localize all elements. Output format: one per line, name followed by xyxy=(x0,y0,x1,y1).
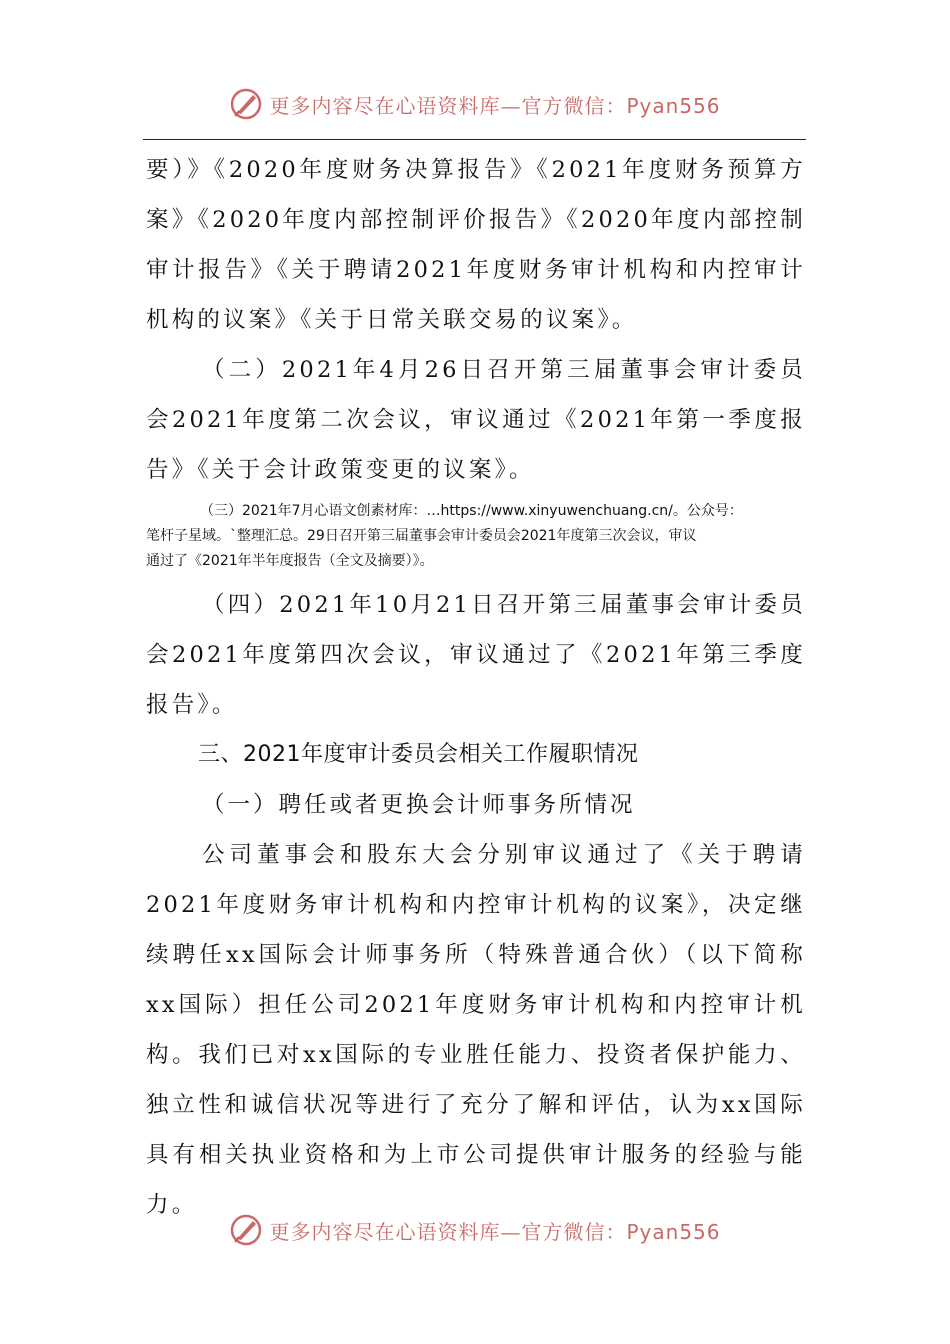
header-banner-text: 更多内容尽在心语资料库—官方微信：Pyan556 xyxy=(269,93,721,118)
header-wechat-id: Pyan556 xyxy=(626,93,721,118)
quill-logo-icon xyxy=(229,87,263,121)
paragraph-third-meeting: （三）2021年7月心语文创素材库：…https://www.xinyuwenchuang.cn/。公众号： 笔杆子星域。`整理汇总。29日召开第三届董事会审计委员会2021年度第三次会议，审议 通过了《2021年半年度报告（全文及摘要）》。 xyxy=(146,503,743,569)
footer-banner xyxy=(0,1210,950,1250)
document-body xyxy=(146,145,806,1230)
footer-banner-text: 更多内容尽在心语资料库—官方微信：Pyan556 xyxy=(269,1219,721,1244)
section-heading: 三、2021年度审计委员会相关工作履职情况 xyxy=(198,742,639,767)
paragraph-second-meeting: （二）2021年4月26日召开第三届董事会审计委员会2021年度第二次会议，审议通过《2021年第一季度报告》《关于会计政策变更的议案》。 xyxy=(146,357,806,483)
footer-wechat-id: Pyan556 xyxy=(626,1219,721,1244)
quill-logo-icon xyxy=(229,1213,263,1247)
header-banner xyxy=(0,84,950,124)
subsection-heading: （一）聘任或者更换会计师事务所情况 xyxy=(202,792,636,818)
paragraph-report-list: 要）》《2020年度财务决算报告》《2021年度财务预算方案》《2020年度内部控制评价报告》《2020年度内部控制审计报告》《关于聘请2021年度财务审计机构和内控审计机构的议案》《关于日常关联交易的议案》。 xyxy=(146,157,806,333)
header-rule xyxy=(143,139,806,140)
paragraph-auditor-engagement: 公司董事会和股东大会分别审议通过了《关于聘请2021年度财务审计机构和内控审计机构的议案》，决定继续聘任xx国际会计师事务所（特殊普通合伙）（以下简称xx国际）担任公司2021年度财务审计机构和内控审计机构。我们已对xx国际的专业胜任能力、投资者保护能力、独立性和诚信状况等进行了充分了解和评估，认为xx国际具有相关执业资格和为上市公司提供审计服务的经验与能力。 xyxy=(146,842,806,1218)
paragraph-fourth-meeting: （四）2021年10月21日召开第三届董事会审计委员会2021年度第四次会议，审议通过了《2021年第三季度报告》。 xyxy=(146,592,806,718)
